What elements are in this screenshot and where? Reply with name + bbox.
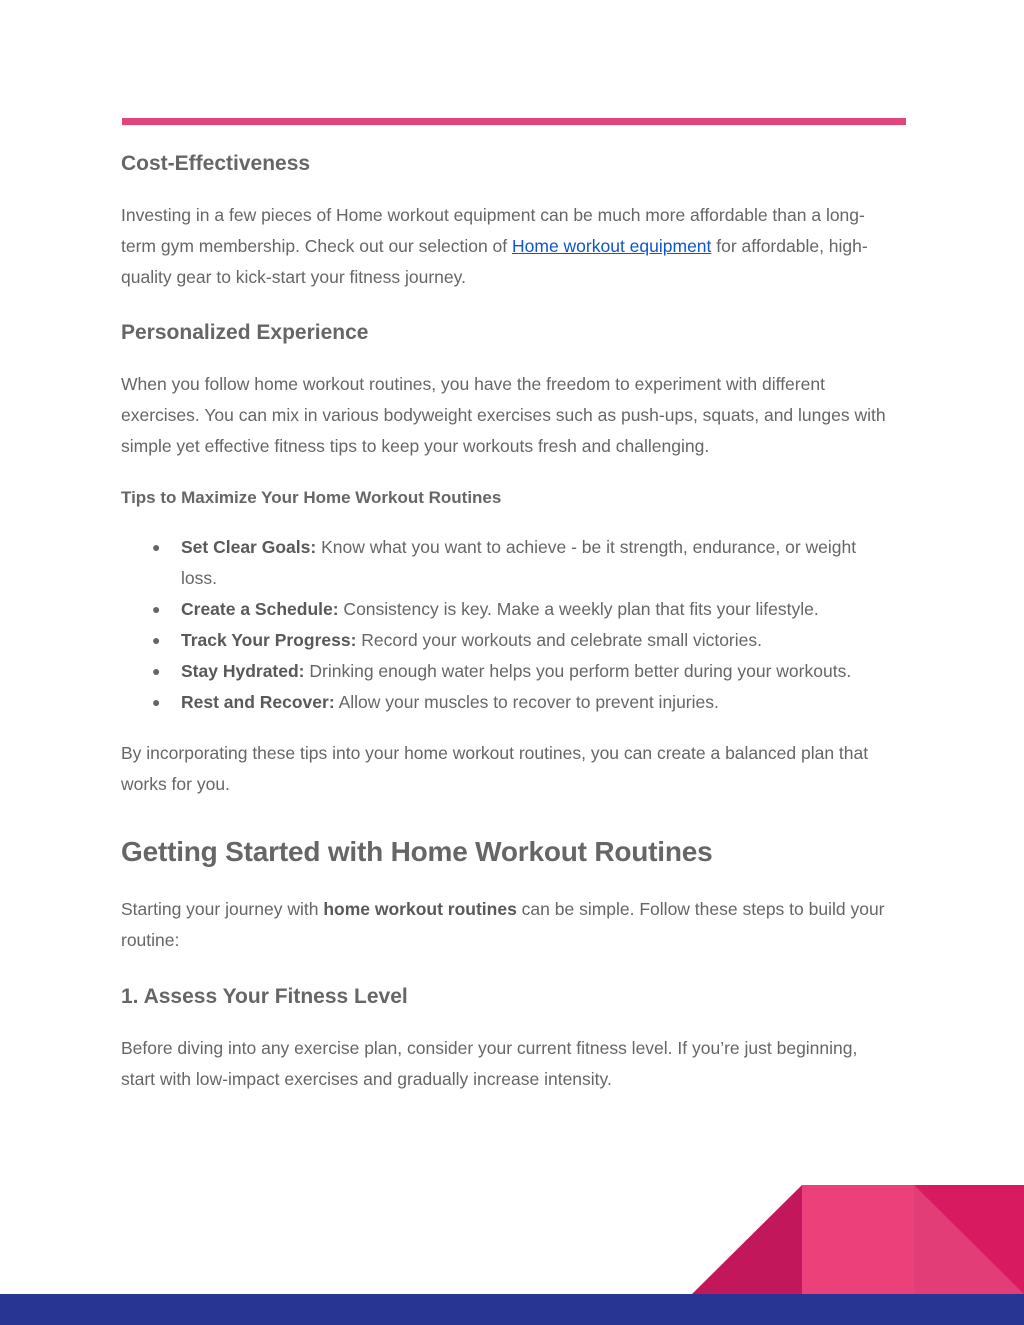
home-workout-equipment-link[interactable]: Home workout equipment — [512, 236, 712, 256]
bullet-icon: ● — [152, 663, 161, 679]
tip-label: Track Your Progress: — [181, 630, 357, 650]
tips-heading: Tips to Maximize Your Home Workout Routines — [121, 488, 502, 507]
cost-effectiveness-heading: Cost-Effectiveness — [121, 152, 311, 175]
bullet-icon: ● — [152, 694, 161, 710]
getting-started-bold-text: home workout routines — [323, 899, 517, 919]
tip-label: Set Clear Goals: — [181, 537, 317, 557]
bullet-icon: ● — [152, 601, 161, 617]
getting-started-heading: Getting Started with Home Workout Routines — [121, 836, 713, 867]
cost-paragraph-text-start: Investing in a few pieces of Home workout equipment can be much more affordable than a long-term gym membership. Check out our selection of — [121, 205, 865, 256]
personalized-experience-heading: Personalized Experience — [121, 321, 369, 344]
cost-paragraph-text-end: for affordable, high-quality gear to kick-start your fitness journey. — [121, 236, 868, 287]
bullet-icon: ● — [152, 539, 161, 555]
tip-text: Allow your muscles to recover to prevent injuries. — [334, 692, 719, 712]
footer-bar — [0, 1294, 1024, 1325]
tip-text: Drinking enough water helps you perform better during your workouts. — [304, 661, 852, 681]
deco-triangle-crimson — [692, 1185, 802, 1294]
deco-block-pink — [802, 1185, 914, 1294]
bullet-icon: ● — [152, 632, 161, 648]
tip-label: Create a Schedule: — [181, 599, 339, 619]
getting-started-text-end: can be simple. Follow these steps to build your routine: — [121, 899, 885, 950]
tip-label: Rest and Recover: — [181, 692, 335, 712]
tip-text: Consistency is key. Make a weekly plan that fits your lifestyle. — [338, 599, 819, 619]
getting-started-text-start: Starting your journey with — [121, 899, 324, 919]
tips-closing-paragraph: By incorporating these tips into your home workout routines, you can create a balanced plan that works for you. — [121, 743, 869, 794]
tip-text: Know what you want to achieve - be it strength, endurance, or weight loss. — [181, 537, 857, 588]
assess-fitness-heading: 1. Assess Your Fitness Level — [121, 985, 408, 1008]
tip-label: Stay Hydrated: — [181, 661, 305, 681]
tip-text: Record your workouts and celebrate small victories. — [356, 630, 762, 650]
assess-fitness-paragraph: Before diving into any exercise plan, consider your current fitness level. If you’re just beginning, start with low-impact exercises and gradually increase intensity. — [121, 1038, 858, 1089]
personalized-experience-paragraph: When you follow home workout routines, you have the freedom to experiment with different exercises. You can mix in various bodyweight exercises such as push-ups, squats, and lunges with simple yet effective fitness tips to keep your workouts fresh and challenging. — [121, 374, 886, 456]
